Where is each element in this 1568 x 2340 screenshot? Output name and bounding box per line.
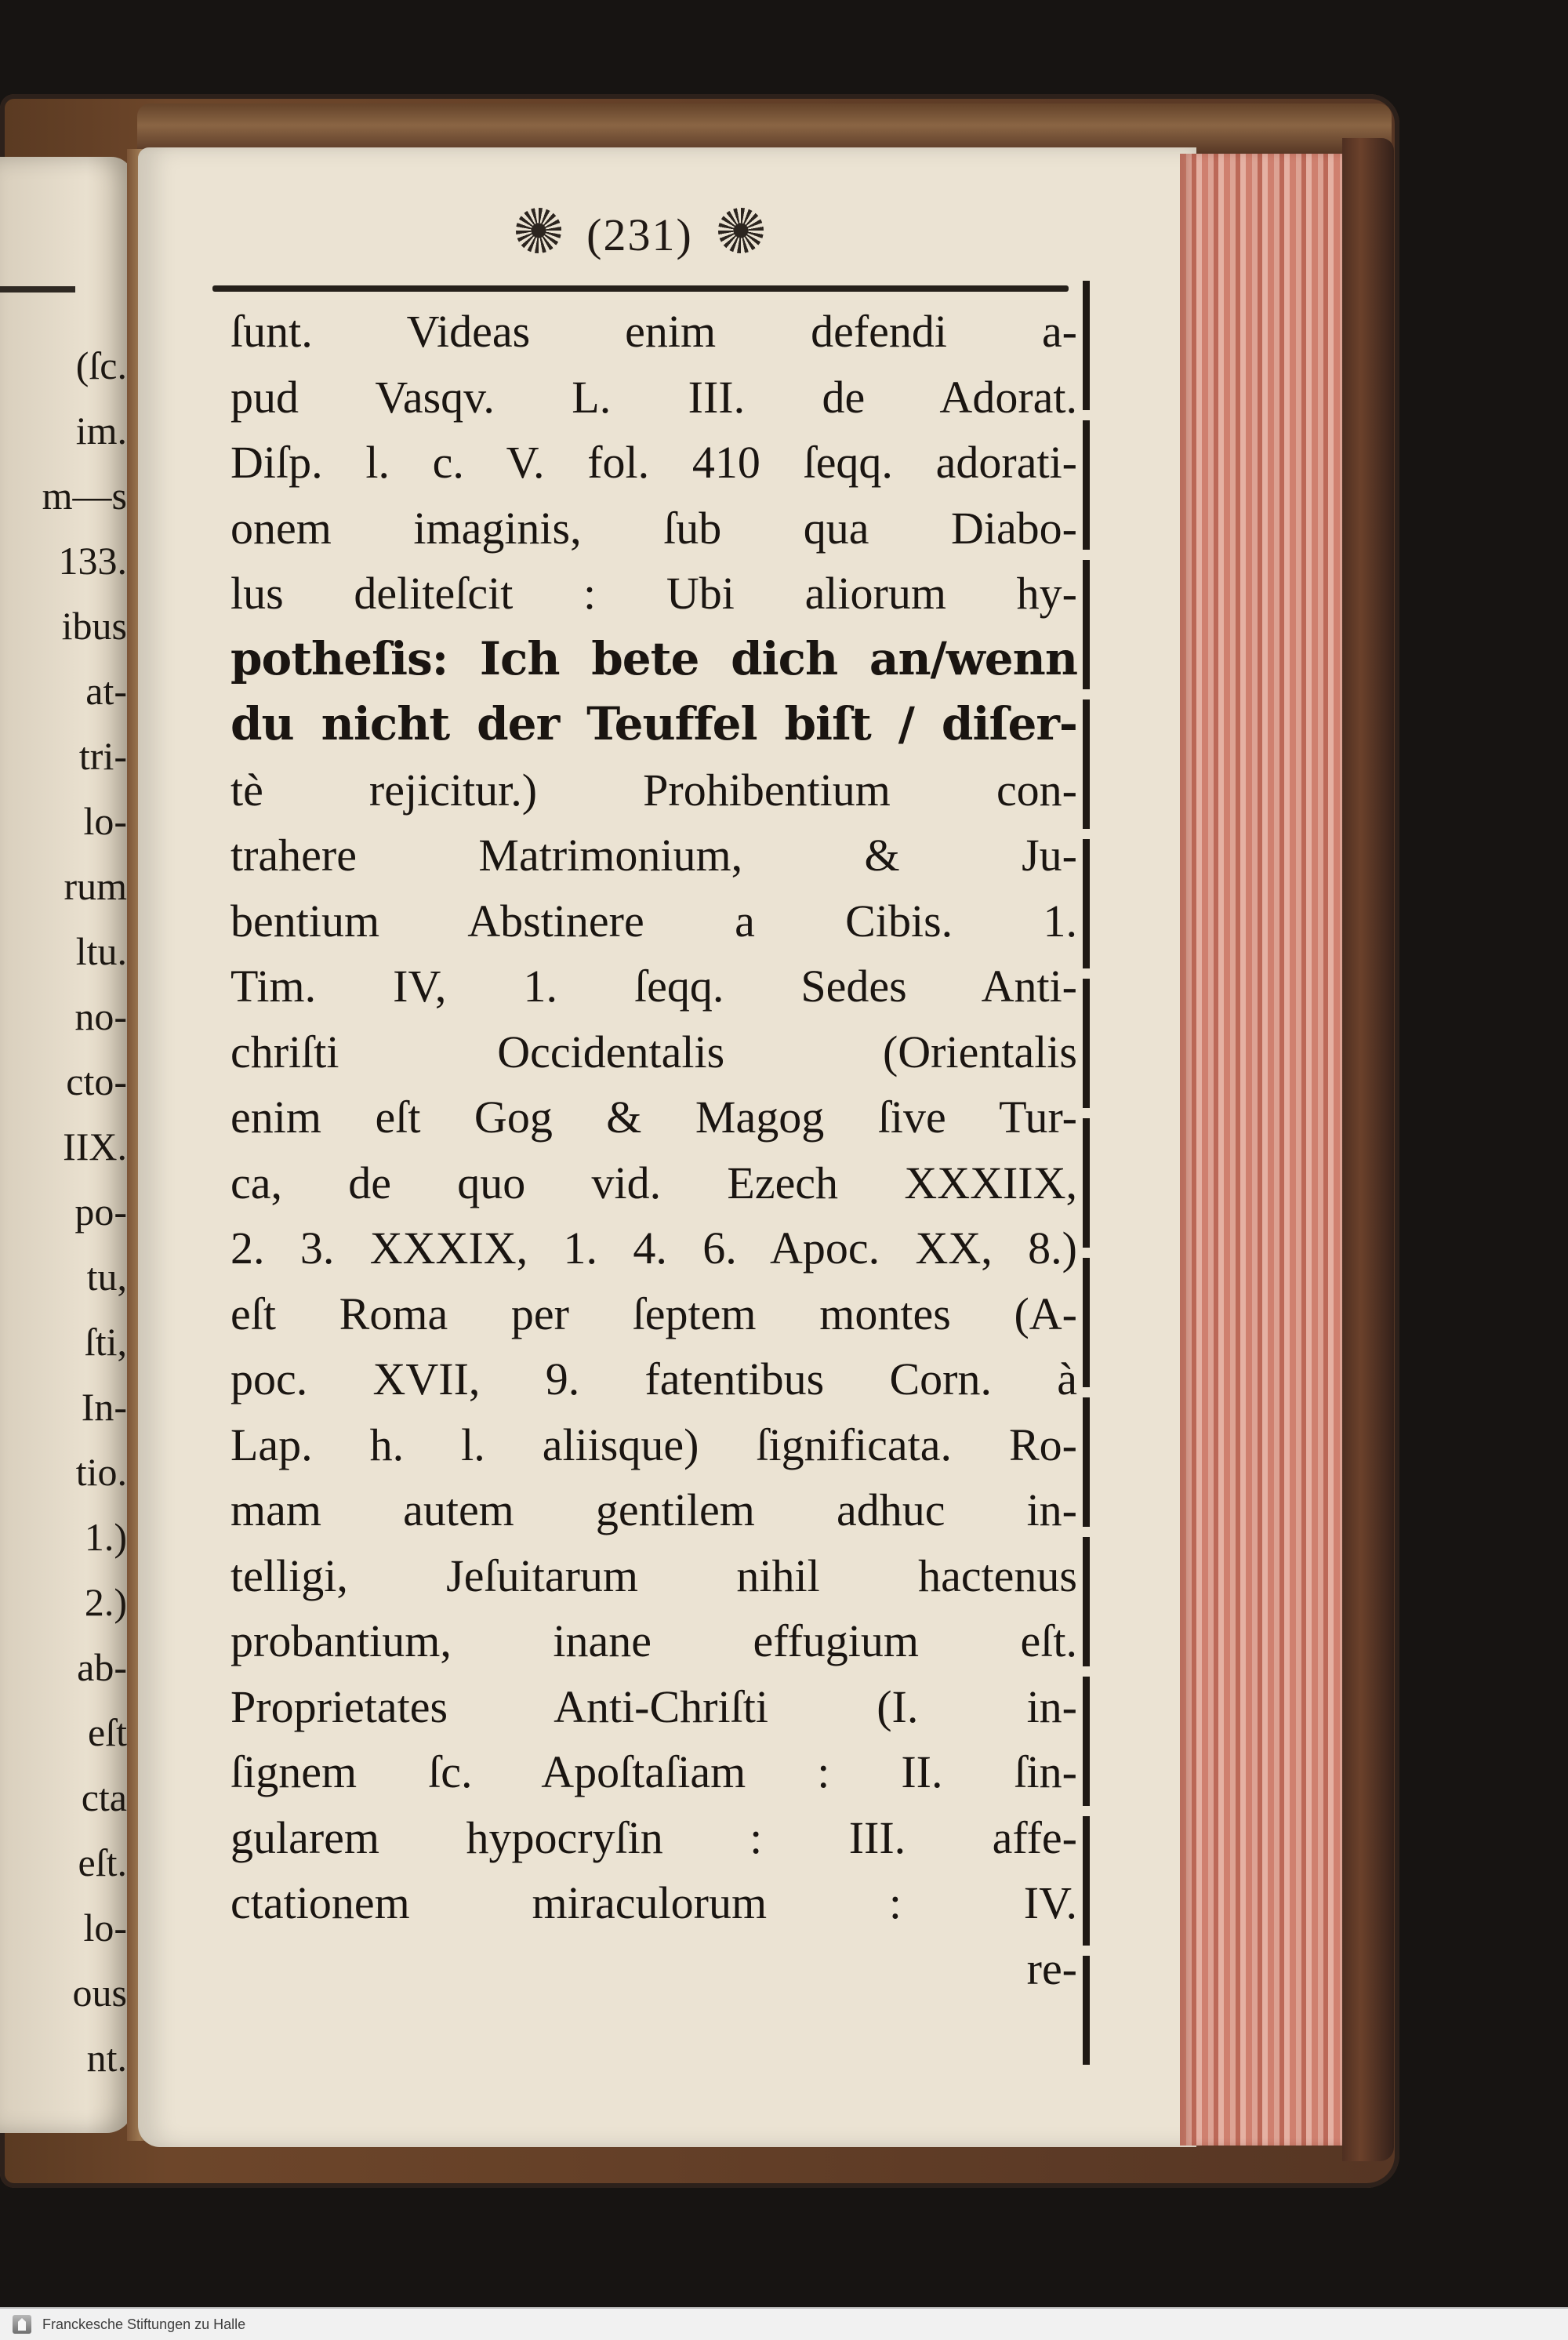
text-line: probantium, inane effugium eſt. xyxy=(230,1615,1077,1666)
institution-logo-icon xyxy=(13,2315,31,2334)
text-line: Diſp. l. c. V. fol. 410 ſeqq. adorati- xyxy=(230,437,1077,488)
left-margin-line: nt. xyxy=(86,2036,127,2080)
page-number: (231) xyxy=(586,209,693,261)
right-column-rule xyxy=(1083,281,1090,2065)
ornament-icon xyxy=(718,208,764,253)
left-margin-line: tri- xyxy=(78,734,127,778)
left-margin-line: po- xyxy=(74,1190,127,1234)
left-margin-line: 2.) xyxy=(84,1580,127,1624)
text-line: ctationem miraculorum : IV. xyxy=(230,1877,1077,1928)
left-margin-line: im. xyxy=(75,409,127,452)
left-margin-line: lo- xyxy=(83,1906,127,1949)
text-line: onem imaginis, ſub qua Diabo- xyxy=(230,502,1077,554)
left-margin-line: cto- xyxy=(66,1059,127,1103)
left-margin-line: IIX. xyxy=(63,1125,127,1168)
text-line: Lap. h. l. aliisque) ſignificata. Ro- xyxy=(230,1419,1077,1470)
main-text-block xyxy=(230,299,1077,2001)
left-margin-line: no- xyxy=(74,994,127,1038)
left-margin-line: ous xyxy=(72,1971,127,2015)
text-line: enim eſt Gog & Magog ſive Tur- xyxy=(230,1092,1077,1143)
text-line: potheſis: Ich bete dich an/wenn xyxy=(230,631,1077,685)
left-margin-line: 1.) xyxy=(84,1515,127,1559)
left-margin-line: 133. xyxy=(58,539,127,583)
text-line: telligi, Jeſuitarum nihil hactenus xyxy=(230,1550,1077,1601)
left-page-rule xyxy=(0,286,75,292)
text-line: gularem hypocryſin : III. affe- xyxy=(230,1811,1077,1863)
left-margin-line: tio. xyxy=(75,1450,127,1494)
text-line: ſignem ſc. Apoſtaſiam : II. ſin- xyxy=(230,1746,1077,1797)
text-line: lus deliteſcit : Ubi aliorum hy- xyxy=(230,568,1077,619)
text-line: re- xyxy=(1026,1942,1077,1994)
text-line: tè rejicitur.) Prohibentium con- xyxy=(230,764,1077,816)
top-rule xyxy=(212,285,1069,292)
left-page-margin-text xyxy=(9,333,127,2091)
left-page xyxy=(0,157,133,2133)
left-margin-line: tu, xyxy=(86,1255,127,1299)
left-margin-line: cta xyxy=(81,1775,127,1819)
page-fore-edge xyxy=(1180,154,1345,2146)
text-line: eſt Roma per ſeptem montes (A- xyxy=(230,1288,1077,1339)
text-line: 2. 3. XXXIX, 1. 4. 6. Apoc. XX, 8.) xyxy=(230,1223,1077,1274)
footer-bar xyxy=(0,2307,1568,2340)
left-margin-line: (ſc. xyxy=(75,343,127,387)
text-line: chriſti Occidentalis (Orientalis xyxy=(230,1026,1077,1077)
text-line: Tim. IV, 1. ſeqq. Sedes Anti- xyxy=(230,961,1077,1012)
text-line: pud Vasqv. L. III. de Adorat. xyxy=(230,371,1077,423)
left-margin-line: ibus xyxy=(61,604,127,648)
ornament-icon xyxy=(516,208,561,253)
left-margin-line: ſti, xyxy=(84,1320,127,1364)
text-line: Proprietates Anti-Chriſti (I. in- xyxy=(230,1681,1077,1732)
cover-edge xyxy=(1342,138,1394,2161)
text-line: mam autem gentilem adhuc in- xyxy=(230,1484,1077,1535)
text-line: ca, de quo vid. Ezech XXXIIX, xyxy=(230,1157,1077,1208)
left-margin-line: eſt xyxy=(88,1710,127,1754)
text-line: ſunt. Videas enim defendi a- xyxy=(230,306,1077,357)
text-line: poc. XVII, 9. fatentibus Corn. à xyxy=(230,1353,1077,1404)
page-header xyxy=(420,204,859,261)
footer-label: Franckesche Stiftungen zu Halle xyxy=(42,2316,246,2332)
left-margin-line: ab- xyxy=(77,1645,127,1689)
left-margin-line: at- xyxy=(85,669,127,713)
left-margin-line: In- xyxy=(81,1385,127,1429)
text-line: bentium Abstinere a Cibis. 1. xyxy=(230,895,1077,947)
left-margin-line: eſt. xyxy=(78,1840,127,1884)
left-margin-line: ltu. xyxy=(75,929,127,973)
right-page xyxy=(138,147,1196,2147)
text-line: du nicht der Teuffel biſt / diſer- xyxy=(230,697,1077,750)
left-margin-line: rum xyxy=(64,864,127,908)
left-margin-line: m—s xyxy=(42,474,127,518)
text-line: trahere Matrimonium, & Ju- xyxy=(230,830,1077,881)
left-margin-line: lo- xyxy=(83,799,127,843)
